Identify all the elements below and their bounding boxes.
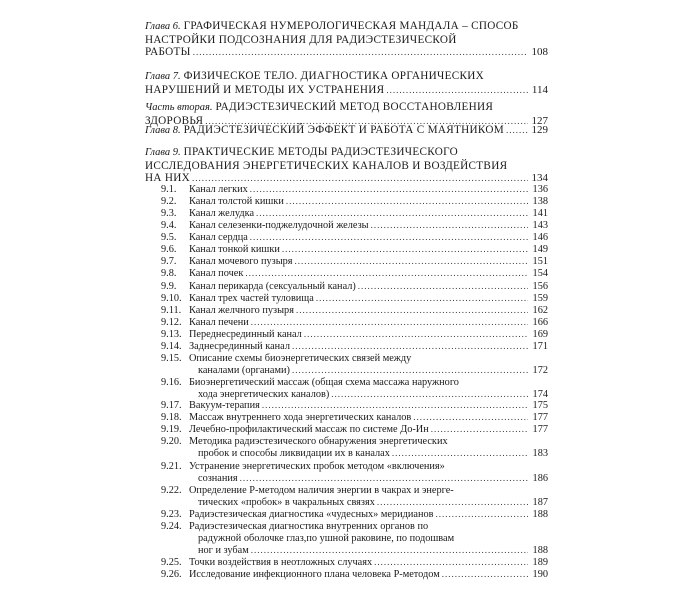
- dot-leader: [292, 341, 528, 353]
- dot-leader: [331, 389, 528, 401]
- page-number: 171: [532, 341, 548, 352]
- entry-line: [161, 365, 548, 377]
- page-number: 175: [532, 400, 548, 411]
- entry-title: ПРАКТИЧЕСКИЕ МЕТОДЫ РАДИЭСТЕЗИЧЕСКОГО: [183, 146, 458, 158]
- section-number: 9.21.: [161, 461, 182, 472]
- chapter-label: Глава 9.: [145, 147, 181, 158]
- entry-title: хода энергетических каналов): [198, 388, 330, 400]
- entry-title: Канал толстой кишки: [189, 196, 284, 207]
- entry-line: [145, 101, 548, 115]
- entry-title: ИССЛЕДОВАНИЯ ЭНЕРГЕТИЧЕСКИХ КАНАЛОВ И ВОЗДЕЙСТВИЯ: [145, 159, 508, 172]
- page-number: 183: [532, 447, 548, 459]
- section-number: 9.24.: [161, 521, 182, 532]
- page-number: 146: [532, 232, 548, 243]
- entry-title: Радиэстезическая диагностика «чудесных» меридианов: [189, 509, 434, 520]
- section-number: 9.1.: [161, 184, 177, 195]
- section-number: 9.5.: [161, 232, 177, 243]
- entry-title: ЗДОРОВЬЯ: [145, 114, 204, 127]
- entry-line: [161, 424, 548, 436]
- entry-title: Радиэстезическая диагностика внутренних органов по: [189, 521, 429, 532]
- entry-title: НАСТРОЙКИ ПОДСОЗНАНИЯ ДЛЯ РАДИЭСТЕЗИЧЕСКОЙ: [145, 33, 457, 46]
- section-number: 9.20.: [161, 436, 182, 447]
- chapter-entry[interactable]: [145, 124, 548, 138]
- entry-title: Канал перикарда (сексуальный канал): [189, 281, 356, 292]
- page-number: 177: [532, 424, 548, 435]
- entry-title: Биоэнергетический массаж (общая схема массажа наружного: [189, 377, 459, 388]
- chapter-entry[interactable]: [145, 70, 548, 96]
- entry-title: Исследование инфекционного плана человека Р-методом: [189, 569, 440, 580]
- section-entry[interactable]: [161, 485, 548, 509]
- page-number: 156: [532, 281, 548, 292]
- entry-line: [161, 196, 548, 208]
- dot-leader: [377, 497, 528, 509]
- dot-leader: [413, 412, 528, 424]
- section-entry[interactable]: [161, 521, 548, 556]
- dot-leader: [442, 569, 528, 581]
- section-entry[interactable]: [161, 220, 548, 232]
- page-number: 136: [532, 184, 548, 195]
- entry-title: Канал сердца: [189, 232, 248, 243]
- section-entry[interactable]: [161, 461, 548, 485]
- chapter-label: Глава 8.: [145, 125, 181, 136]
- entry-line: [161, 377, 548, 389]
- section-number: 9.8.: [161, 268, 177, 279]
- entry-title: Канал тонкой кишки: [189, 244, 280, 255]
- dot-leader: [506, 124, 528, 137]
- entry-title: пробок и способы ликвидации их в каналах: [198, 447, 390, 459]
- page-number: 169: [532, 329, 548, 340]
- section-entry[interactable]: [161, 305, 548, 317]
- dot-leader: [251, 317, 528, 329]
- section-number: 9.3.: [161, 208, 177, 219]
- entry-line: [161, 521, 548, 533]
- dot-leader: [295, 256, 529, 268]
- page-number: 141: [532, 208, 548, 219]
- entry-line: [161, 400, 548, 412]
- section-entry[interactable]: [161, 208, 548, 220]
- section-number: 9.23.: [161, 509, 182, 520]
- entry-line: [161, 448, 548, 460]
- page-number: 143: [532, 220, 548, 231]
- entry-line: [145, 46, 548, 59]
- section-number: 9.25.: [161, 557, 182, 568]
- entry-title: тических «пробок» в чакральных связях: [198, 496, 375, 508]
- entry-title: Канал мочевого пузыря: [189, 256, 293, 267]
- page-number: 162: [532, 305, 548, 316]
- dot-leader: [374, 557, 528, 569]
- entry-title: НАРУШЕНИЙ И МЕТОДЫ ИХ УСТРАНЕНИЯ: [145, 83, 385, 96]
- dot-leader: [431, 424, 528, 436]
- page-number: 159: [532, 293, 548, 304]
- entry-title: Методика радиэстезического обнаружения энергетических: [189, 436, 448, 447]
- section-entry[interactable]: [161, 569, 548, 581]
- dot-leader: [292, 365, 528, 377]
- entry-line: [161, 509, 548, 521]
- entry-title: Вакуум-терапия: [189, 400, 260, 411]
- chapter-label: Глава 6.: [145, 21, 181, 32]
- page-number: 172: [532, 364, 548, 376]
- section-number: 9.15.: [161, 353, 182, 364]
- section-entry[interactable]: [161, 281, 548, 293]
- entry-title: Канал желудка: [189, 208, 255, 219]
- entry-title: Массаж внутреннего хода энергетических каналов: [189, 412, 412, 423]
- entry-line: [145, 84, 548, 97]
- entry-title: Определение Р-методом наличия энергии в чакрах и энерге-: [189, 485, 454, 496]
- dot-leader: [250, 232, 528, 244]
- section-entry[interactable]: [161, 509, 548, 521]
- section-entry[interactable]: [161, 196, 548, 208]
- page-number: 114: [531, 83, 548, 96]
- section-number: 9.14.: [161, 341, 182, 352]
- dot-leader: [256, 208, 528, 220]
- entry-line: [145, 70, 548, 84]
- chapter-label: Часть вторая.: [145, 102, 213, 113]
- page-number: 189: [532, 557, 548, 568]
- page-number: 177: [532, 412, 548, 423]
- chapter-entry[interactable]: [145, 20, 548, 59]
- page-number: 187: [532, 496, 548, 508]
- section-entry[interactable]: [161, 256, 548, 268]
- page-number: 174: [532, 388, 548, 400]
- page-number: 188: [532, 544, 548, 556]
- dot-leader: [296, 305, 528, 317]
- dot-leader: [282, 244, 528, 256]
- entry-line: [161, 293, 548, 305]
- section-entry[interactable]: [161, 353, 548, 377]
- entry-title: Канал селезенки-поджелудочной железы: [189, 220, 369, 231]
- section-entry[interactable]: [161, 557, 548, 569]
- entry-title: сознания: [198, 472, 238, 484]
- section-entry[interactable]: [161, 412, 548, 424]
- section-entry[interactable]: [161, 436, 548, 460]
- dot-leader: [371, 220, 528, 232]
- entry-line: [161, 485, 548, 497]
- dot-leader: [392, 448, 528, 460]
- section-number: 9.17.: [161, 400, 182, 411]
- section-entry[interactable]: [161, 293, 548, 305]
- section-number: 9.13.: [161, 329, 182, 340]
- entry-line: [161, 232, 548, 244]
- section-number: 9.26.: [161, 569, 182, 580]
- section-number: 9.22.: [161, 485, 182, 496]
- section-number: 9.7.: [161, 256, 177, 267]
- entry-line: [161, 220, 548, 232]
- section-entry[interactable]: [161, 268, 548, 280]
- section-number: 9.16.: [161, 377, 182, 388]
- entry-line: [161, 533, 548, 545]
- page-number: 149: [532, 244, 548, 255]
- entry-line: [161, 268, 548, 280]
- section-entry[interactable]: [161, 317, 548, 329]
- section-number: 9.19.: [161, 424, 182, 435]
- section-entry[interactable]: [161, 232, 548, 244]
- entry-line: [145, 172, 548, 185]
- page-number: 186: [532, 472, 548, 484]
- entry-line: [161, 557, 548, 569]
- section-number: 9.2.: [161, 196, 177, 207]
- entry-title: ног и зубам: [198, 544, 249, 556]
- dot-leader: [386, 84, 528, 97]
- page-number: 188: [532, 509, 548, 520]
- entry-line: [161, 305, 548, 317]
- entry-line: [161, 353, 548, 365]
- entry-title: Канал почек: [189, 268, 244, 279]
- dot-leader: [262, 400, 528, 412]
- dot-leader: [316, 293, 528, 305]
- section-number: 9.6.: [161, 244, 177, 255]
- entry-title: ФИЗИЧЕСКОЕ ТЕЛО. ДИАГНОСТИКА ОРГАНИЧЕСКИХ: [183, 70, 484, 82]
- entry-title: НА НИХ: [145, 172, 190, 184]
- entry-title: Канал печени: [189, 317, 249, 328]
- page-number: 134: [531, 172, 548, 184]
- entry-line: [161, 436, 548, 448]
- section-entry[interactable]: [161, 400, 548, 412]
- entry-line: [161, 461, 548, 473]
- page-number: 190: [532, 569, 548, 580]
- section-number: 9.10.: [161, 293, 182, 304]
- entry-title: Заднесрединный канал: [189, 341, 290, 352]
- dot-leader: [192, 172, 528, 185]
- chapter-entry[interactable]: [145, 146, 548, 185]
- dot-leader: [240, 473, 528, 485]
- entry-line: [161, 244, 548, 256]
- entry-line: [161, 317, 548, 329]
- entry-line: [161, 389, 548, 401]
- dot-leader: [251, 545, 528, 557]
- entry-line: [161, 473, 548, 485]
- entry-title: РАБОТЫ: [145, 46, 191, 58]
- section-number: 9.4.: [161, 220, 177, 231]
- section-entry[interactable]: [161, 424, 548, 436]
- section-number: 9.12.: [161, 317, 182, 328]
- page-number: 154: [532, 268, 548, 279]
- dot-leader: [436, 509, 529, 521]
- entry-line: [161, 497, 548, 509]
- entry-line: [161, 208, 548, 220]
- entry-line: [145, 20, 548, 34]
- page-number: 166: [532, 317, 548, 328]
- dot-leader: [193, 46, 528, 59]
- section-entry[interactable]: [161, 244, 548, 256]
- dot-leader: [250, 184, 528, 196]
- entry-line: [161, 545, 548, 557]
- section-number: 9.9.: [161, 281, 177, 292]
- entry-line: [161, 256, 548, 268]
- page-number: 151: [532, 256, 548, 267]
- section-number: 9.11.: [161, 305, 182, 316]
- dot-leader: [358, 281, 528, 293]
- entry-title: Канал желчного пузыря: [189, 305, 294, 316]
- entry-line: [161, 341, 548, 353]
- entry-title: каналами (органами): [198, 364, 290, 376]
- entry-title: Описание схемы биоэнергетических связей между: [189, 353, 412, 364]
- entry-line: [161, 281, 548, 293]
- entry-title: ГРАФИЧЕСКАЯ НУМЕРОЛОГИЧЕСКАЯ МАНДАЛА – СПОСОБ: [183, 20, 519, 32]
- section-entry[interactable]: [161, 341, 548, 353]
- entry-title: РАДИЭСТЕЗИЧЕСКИЙ ЭФФЕКТ И РАБОТА С МАЯТНИКОМ: [183, 124, 505, 136]
- entry-title: Переднесрединный канал: [189, 329, 302, 340]
- entry-line: [145, 146, 548, 160]
- entry-line: [161, 412, 548, 424]
- page-number: 129: [531, 124, 548, 136]
- dot-leader: [304, 329, 528, 341]
- page-number: 127: [531, 114, 548, 127]
- entry-line: [145, 34, 548, 47]
- dot-leader: [245, 268, 528, 280]
- dot-leader: [286, 196, 528, 208]
- section-entry[interactable]: [161, 184, 548, 196]
- page-number: 138: [532, 196, 548, 207]
- entry-line: [145, 124, 548, 138]
- entry-title: Лечебно-профилактический массаж по системе До-Ин: [189, 424, 429, 435]
- entry-title: Канал трех частей туловища: [189, 293, 314, 304]
- entry-title: Канал легких: [189, 184, 248, 195]
- entry-line: [161, 329, 548, 341]
- entry-title: РАДИЭСТЕЗИЧЕСКИЙ МЕТОД ВОССТАНОВЛЕНИЯ: [215, 101, 494, 113]
- chapter-label: Глава 7.: [145, 71, 181, 82]
- entry-line: [161, 184, 548, 196]
- section-entry[interactable]: [161, 377, 548, 401]
- entry-title: Устранение энергетических пробок методом «включения»: [189, 461, 445, 472]
- entry-line: [161, 569, 548, 581]
- section-number: 9.18.: [161, 412, 182, 423]
- entry-title: Точки воздействия в неотложных случаях: [189, 557, 373, 568]
- section-entry[interactable]: [161, 329, 548, 341]
- page-number: 108: [531, 46, 548, 58]
- entry-line: [145, 160, 548, 173]
- entry-title: радужной оболочке глаз,по ушной раковине, по подошвам: [198, 532, 455, 544]
